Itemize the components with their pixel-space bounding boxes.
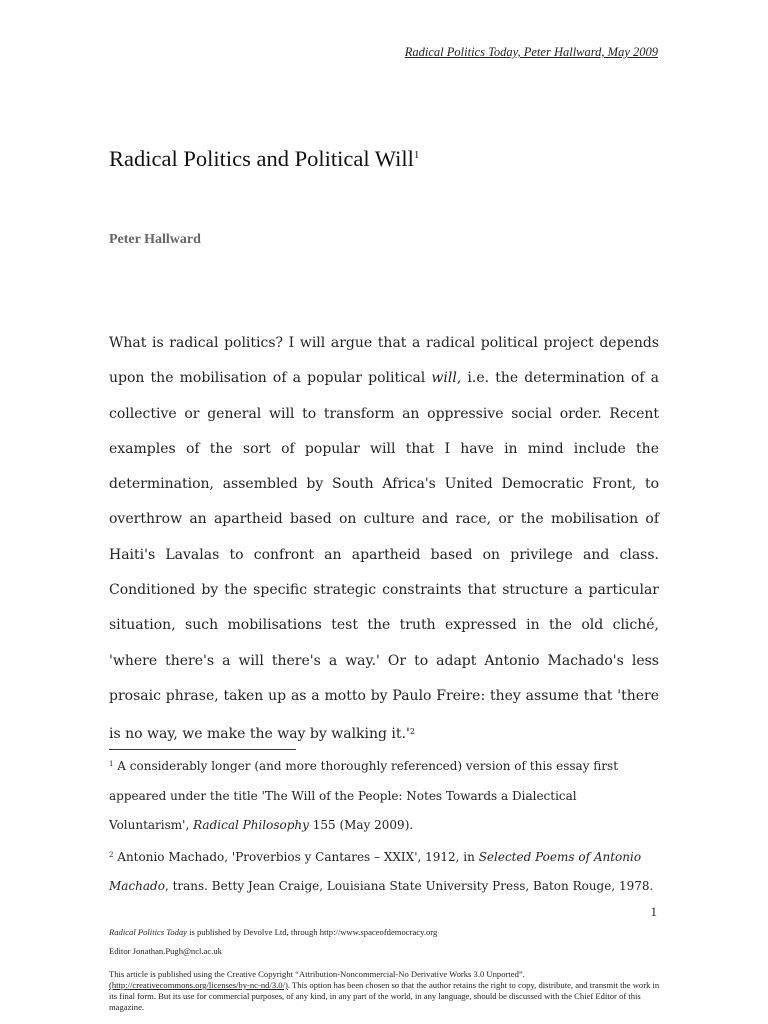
footnote-2-emphasis: Selected Poems of Antonio Machado <box>109 849 642 893</box>
license-text-b: . This option has been chosen so that the author retains the right to copy, distribute, and transmit the work in its final form. But its use for commercial purposes, of any kind, in any part of the world, in any language, should be discussed with the Chief Editor of this magazine. <box>109 980 660 1012</box>
title-footnote-marker[interactable]: 1 <box>413 149 420 161</box>
article-author: Peter Hallward <box>109 232 201 247</box>
running-header: Radical Politics Today, Peter Hallward, May 2009 <box>404 45 658 59</box>
license-text-a: This article is published using the Creative Copyright “Attribution-Noncommercial-No Derivative Works 3.0 Unported”. <box>109 969 525 979</box>
footnotes <box>109 750 654 902</box>
colophon-publication-text: is published by Devolve Ltd, through http://www.spaceofdemocracy.org <box>186 927 438 937</box>
body-text-emphasis: will <box>431 370 457 387</box>
article-title-text: Radical Politics and Political Will <box>109 146 414 171</box>
footnote-2 <box>109 841 654 902</box>
footnote-1-marker: 1 <box>109 760 114 768</box>
body-paragraph <box>109 326 659 753</box>
footnote-2-text-a: Antonio Machado, 'Proverbios y Cantares – XXIX', 1912, in <box>113 849 479 864</box>
footnote-1-emphasis: Radical Philosophy <box>193 818 309 832</box>
colophon-publication <box>109 927 661 938</box>
body-text-part-1: What is radical politics? I will argue that a radical political project depends upon the mobilisation of a popular political <box>109 335 659 387</box>
colophon-editor: Editor Jonathan.Pugh@ncl.ac.uk <box>109 946 222 956</box>
footnote-1-text-b: 155 (May 2009). <box>308 818 414 832</box>
colophon-publication-title: Radical Politics Today <box>109 927 187 937</box>
page-number: 1 <box>650 904 657 919</box>
body-footnote-marker[interactable]: 2 <box>409 727 415 737</box>
footnote-1-text-a: A considerably longer (and more thoroughly referenced) version of this essay first appeared under the title 'The Will of the People: Notes Towards a Dialectical Voluntarism', <box>109 759 619 832</box>
footnote-1 <box>109 750 654 841</box>
article-title <box>109 146 419 172</box>
colophon-license <box>109 969 661 1013</box>
license-link[interactable]: (http://creativecommons.org/licenses/by-nc-nd/3.0/) <box>109 980 288 990</box>
footnote-2-marker: 2 <box>109 850 114 859</box>
colophon <box>109 927 661 1013</box>
body-text-part-2: , i.e. the determination of a collective or general will to transform an oppressive social order. Recent examples of the sort of popular will that I have in mind include the determination, assembled by South Africa's United Democratic Front, to overthrow an apartheid based on culture and race, or the mobilisation of Haiti's Lavalas to confront an apartheid based on privilege and class. Conditioned by the specific strategic constraints that structure a particular situation, such mobilisations test the truth expressed in the old cliché, 'where there's a will there's a way.' Or to adapt Antonio Machado's less prosaic phrase, taken up as a motto by Paulo Freire: they assume that 'there is no way, we make the way by walking it.' <box>109 370 659 743</box>
footnote-2-text-b: , trans. Betty Jean Craige, Louisiana State University Press, Baton Rouge, 1978. <box>164 879 654 893</box>
